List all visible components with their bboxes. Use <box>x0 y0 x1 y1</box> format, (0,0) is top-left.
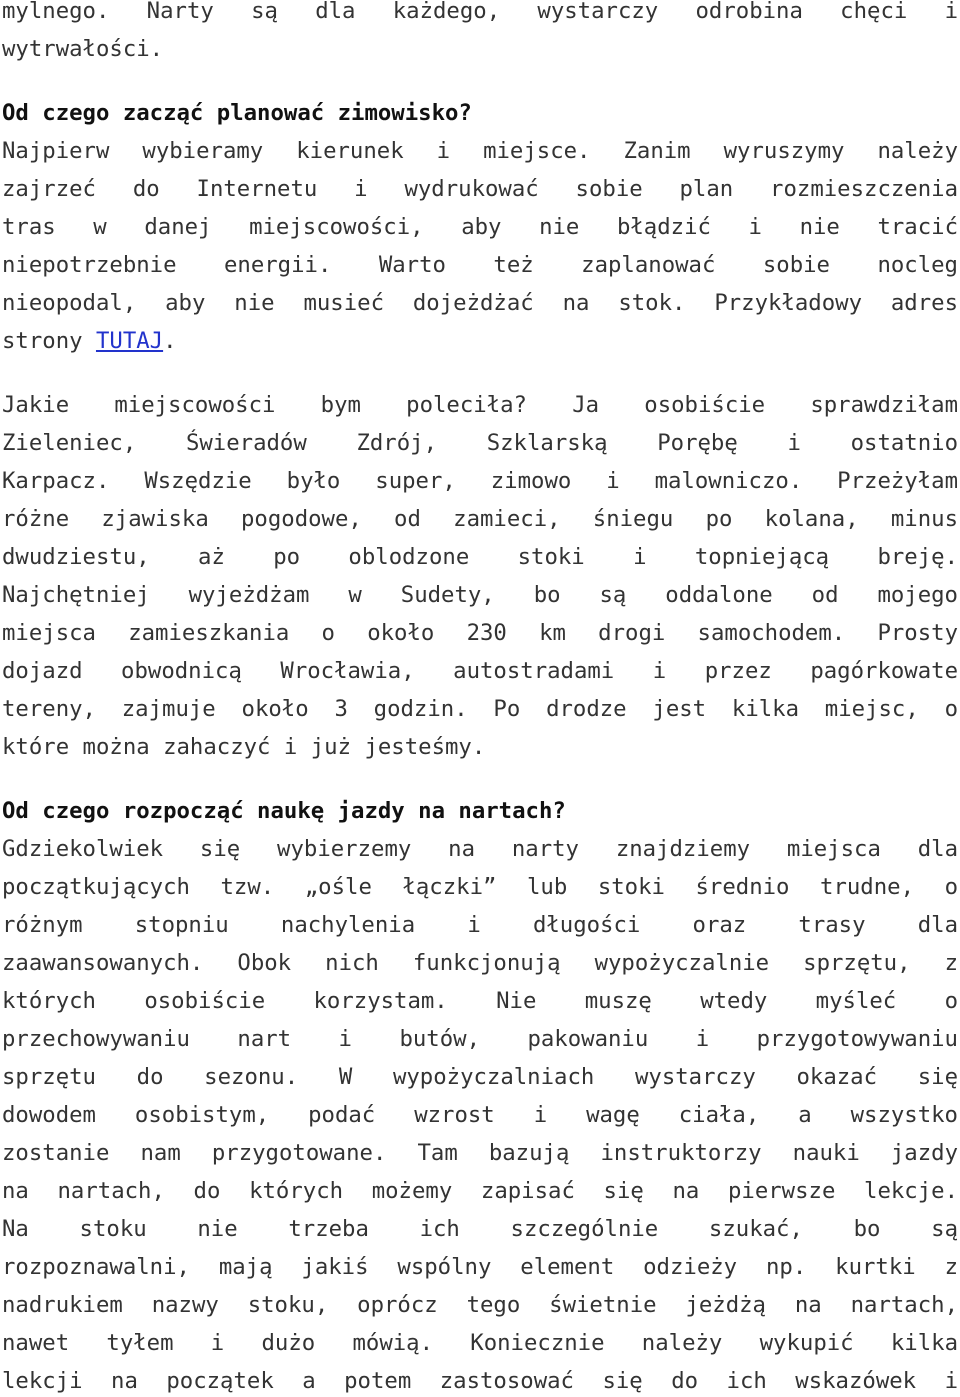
section-heading: Od czego rozpocząć naukę jazdy na nartach? <box>2 798 566 824</box>
text-line: dojazd obwodnicą Wrocławia, autostradami i przez pagórkowate <box>2 658 958 684</box>
intro-paragraph <box>2 0 958 68</box>
text-line: które można zahaczyć i już jesteśmy. <box>2 734 486 760</box>
text-line: Najchętniej wyjeżdżam w Sudety, bo są oddalone od mojego <box>2 582 958 608</box>
section-planning <box>2 94 958 360</box>
text-line: niepotrzebnie energii. Warto też zaplanować sobie nocleg <box>2 252 958 278</box>
text-line: przechowywaniu nart i butów, pakowaniu i przygotowywaniu <box>2 1026 958 1052</box>
text-line: tereny, zajmuje około 3 godzin. Po drodze jest kilka miejsc, o <box>2 696 958 722</box>
text-line: Zieleniec, Świeradów Zdrój, Szklarską Porębę i ostatnio <box>2 430 958 456</box>
text-line: nadrukiem nazwy stoku, oprócz tego świetnie jeżdżą na nartach, <box>2 1292 958 1318</box>
section-destinations <box>2 386 958 766</box>
text-line: nieopodal, aby nie musieć dojeżdżać na stok. Przykładowy adres <box>2 290 958 316</box>
text-line: zajrzeć do Internetu i wydrukować sobie plan rozmieszczenia <box>2 176 958 202</box>
text-line: mylnego. Narty są dla każdego, wystarczy odrobina chęci i <box>2 0 958 24</box>
text-line: na nartach, do których możemy zapisać się na pierwsze lekcje. <box>2 1178 958 1204</box>
text-line: wytrwałości. <box>2 36 164 62</box>
section-lessons <box>2 792 958 1397</box>
text-line: rozpoznawalni, mają jakiś wspólny element odzieży np. kurtki z <box>2 1254 958 1280</box>
text-line: Najpierw wybieramy kierunek i miejsce. Zanim wyruszymy należy <box>2 138 958 164</box>
link-prefix: strony <box>2 328 96 354</box>
text-line: nawet tyłem i dużo mówią. Koniecznie należy wykupić kilka <box>2 1330 958 1356</box>
text-line: sprzętu do sezonu. W wypożyczalniach wystarczy okazać się <box>2 1064 958 1090</box>
link-suffix: . <box>163 328 177 354</box>
text-line: lekcji na początek a potem zastosować się do ich wskazówek i <box>2 1368 958 1394</box>
text-line: różnym stopniu nachylenia i długości oraz trasy dla <box>2 912 958 938</box>
text-line: Na stoku nie trzeba ich szczególnie szukać, bo są <box>2 1216 958 1242</box>
text-line: zaawansowanych. Obok nich funkcjonują wypożyczalnie sprzętu, z <box>2 950 958 976</box>
text-line: dwudziestu, aż po oblodzone stoki i topniejącą breję. <box>2 544 958 570</box>
text-line: dowodem osobistym, podać wzrost i wagę ciała, a wszystko <box>2 1102 958 1128</box>
text-line: Karpacz. Wszędzie było super, zimowo i malowniczo. Przeżyłam <box>2 468 958 494</box>
text-line: miejsca zamieszkania o około 230 km drogi samochodem. Prosty <box>2 620 958 646</box>
text-line: zostanie nam przygotowane. Tam bazują instruktorzy nauki jazdy <box>2 1140 958 1166</box>
text-line: Gdziekolwiek się wybierzemy na narty znajdziemy miejsca dla <box>2 836 958 862</box>
section-heading: Od czego zacząć planować zimowisko? <box>2 100 472 126</box>
link-line <box>2 322 958 360</box>
text-line: tras w danej miejscowości, aby nie błądzić i nie tracić <box>2 214 958 240</box>
text-line: różne zjawiska pogodowe, od zamieci, śniegu po kolana, minus <box>2 506 958 532</box>
tutaj-link[interactable]: TUTAJ <box>95 328 164 354</box>
text-line: początkujących tzw. „ośle łączki” lub stoki średnio trudne, o <box>2 874 958 900</box>
text-line: których osobiście korzystam. Nie muszę wtedy myśleć o <box>2 988 958 1014</box>
text-line: Jakie miejscowości bym poleciła? Ja osobiście sprawdziłam <box>2 392 958 418</box>
